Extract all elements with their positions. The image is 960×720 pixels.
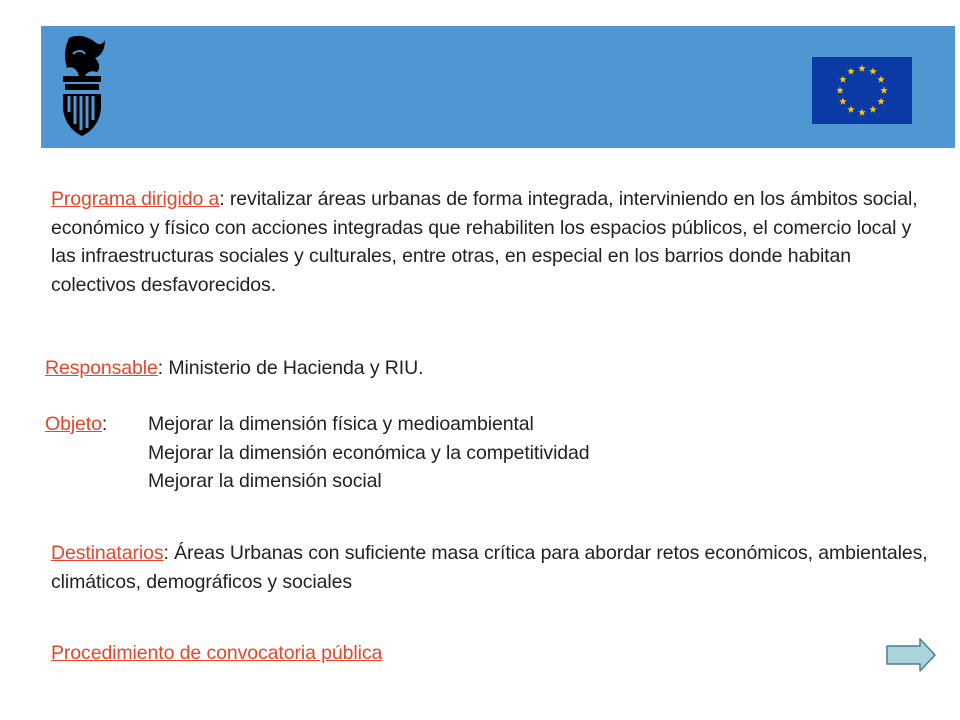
programa-text: : revitalizar áreas urbanas de forma integrada, interviniendo en los ámbitos social, económico y físico con acciones integradas que rehabiliten los espacios públicos, el comercio local y las infraestructuras sociales y culturales, entre otras, en especial en los barrios donde habitan colectivos desfavorecidos. (51, 188, 918, 296)
destinatarios-paragraph (51, 539, 931, 596)
objeto-list (132, 410, 590, 496)
objeto-label-group (45, 410, 107, 439)
procedimiento-paragraph (51, 639, 551, 668)
generalitat-valenciana-crest-icon (55, 32, 107, 136)
destinatarios-text: : Áreas Urbanas con suficiente masa crítica para abordar retos económicos, ambientales, climáticos, demográficos y sociales (51, 542, 928, 593)
next-arrow-icon[interactable] (886, 638, 936, 672)
list-item (132, 439, 590, 468)
eu-flag-icon (812, 57, 912, 124)
procedimiento-link[interactable]: Procedimiento de convocatoria pública (51, 642, 383, 664)
objeto-item-text: Mejorar la dimensión social (148, 470, 382, 492)
destinatarios-link[interactable]: Destinatarios (51, 542, 164, 564)
responsable-link[interactable]: Responsable (45, 357, 158, 379)
header-banner (41, 26, 955, 148)
objeto-item-text: Mejorar la dimensión económica y la competitividad (148, 441, 590, 464)
objeto-separator: : (101, 413, 108, 435)
programa-link[interactable]: Programa dirigido a (51, 188, 220, 210)
list-item (132, 467, 590, 496)
responsable-text: : Ministerio de Hacienda y RIU. (157, 357, 424, 379)
objeto-link[interactable]: Objeto (45, 413, 102, 435)
responsable-paragraph (45, 354, 645, 383)
objeto-item-text: Mejorar la dimensión física y medioambiental (148, 413, 534, 435)
programa-paragraph (51, 185, 931, 299)
list-item (132, 410, 590, 439)
